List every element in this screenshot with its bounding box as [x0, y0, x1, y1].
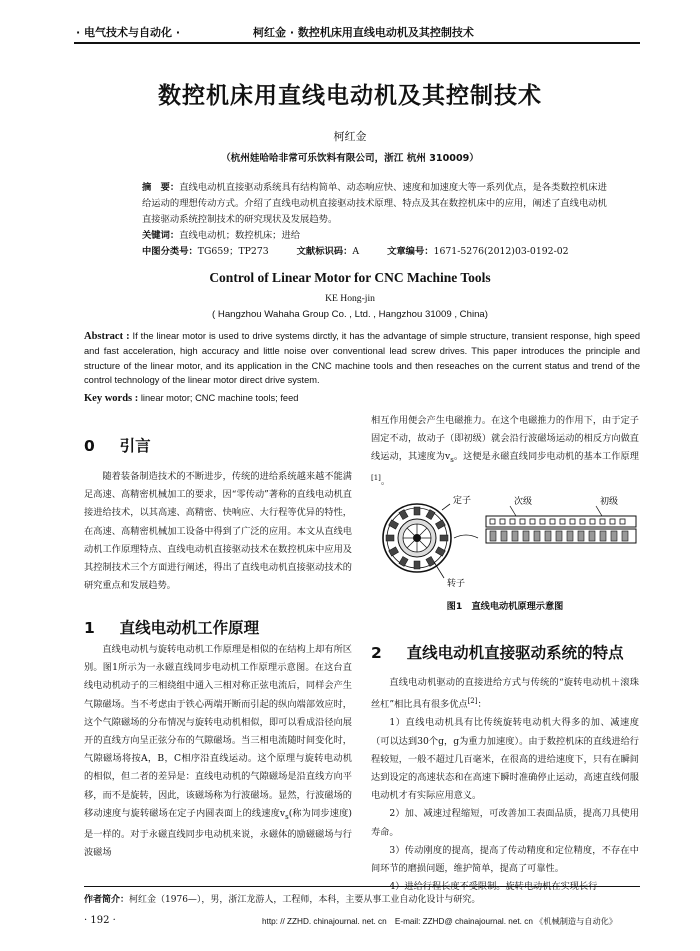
- rotary-motor-drawing: [383, 504, 451, 578]
- english-abstract-label: Abstract :: [84, 331, 130, 342]
- col2-continuation: [371, 412, 639, 492]
- paper-title: 数控机床用直线电动机及其控制技术: [158, 83, 542, 109]
- doc-code-label: 文献标识码：: [296, 246, 353, 257]
- author: 柯红金: [333, 130, 367, 143]
- doc-code: A: [352, 246, 360, 257]
- section-2-title: 直线电动机直接驱动系统的特点: [406, 644, 624, 662]
- section-0-title: 引言: [119, 437, 151, 455]
- section-0-heading: [84, 434, 151, 456]
- paragraph-end: ：: [477, 699, 487, 711]
- paragraph-mid: 。这便是永磁直线同步电动机的基本工作原理: [453, 451, 639, 463]
- author-bio-label: 作者简介：: [84, 895, 130, 905]
- clc-number: TG659；TP273: [197, 246, 269, 257]
- section-1-body: [84, 641, 352, 862]
- article-number-label: 文章编号：: [387, 246, 434, 257]
- figure-1-diagram: [370, 492, 640, 594]
- clc-label: 中图分类号：: [142, 246, 198, 257]
- page-number: · 192 ·: [84, 915, 116, 926]
- keywords-cn: 直线电动机；数控机床；进给: [179, 230, 301, 241]
- section-2-heading: [371, 641, 624, 663]
- keywords-cn-label: 关键词：: [142, 230, 180, 241]
- affiliation: （杭州娃哈哈非常可乐饮料有限公司，浙江 杭州 310009）: [221, 153, 479, 164]
- section-2-body: [371, 674, 639, 897]
- english-keywords-label: Key words :: [84, 393, 139, 404]
- label-primary: 初级: [600, 497, 619, 507]
- footer-url: http: // ZZHD. chinajournal. net. cn E-mail: ZZHD@ chainajournal. net. cn 《机械制造与自动化》: [262, 917, 618, 926]
- label-secondary: 次级: [514, 497, 533, 507]
- section-1-heading: [84, 616, 259, 638]
- paragraph: 直线电动机驱动的直接进给方式与传统的“旋转电动机＋滚珠丝杠”相比具有很多优点: [371, 677, 639, 711]
- abstract-cn-text: 直线电动机直接驱动系统具有结构简单、动态响应快、速度和加速度大等一系列优点，是各类数控机床进给运动的理想传动方式。介绍了直线电动机直接驱动技术原理、特点及其在数控机床中的应用，阐述了直线电动机直接驱动系统控制技术的研究现状及发展趋势。: [142, 182, 607, 225]
- paragraph-end: 。: [380, 476, 391, 488]
- abstract-cn-label: 摘 要：: [142, 182, 180, 193]
- journal-section: · 电气技术与自动化 ·: [76, 26, 181, 39]
- subscript: s: [285, 812, 289, 821]
- citation: [2]: [467, 697, 478, 706]
- header-rule: [74, 42, 640, 44]
- english-abstract-text: If the linear motor is used to drive systems dirctly, it has the advantage of simple structure, transient response, high speed and fast acceleration, high accuracy and little noise over conventional lead screw drives. This paper introduces the principle and structure of the linear motor, and its application in the CNC machine tools and then reseaches on the current status and trend of the control technology of the linear motor direct drive system.: [84, 331, 641, 385]
- paragraph-end: (称为同步速度)是一样的。对于永磁直线同步电动机来说，永磁体的励磁磁场与行波磁场: [84, 807, 352, 859]
- paragraph: 直线电动机与旋转电动机工作原理是相似的在结构上却有所区别。图1所示为一永磁直线同步电动机工作原理示意图。在这台直线电动机动子的三相绕组中通入三相对称正弦电流后，同样会产生气隙磁场。当不考虑由于铁心两端开断而引起的纵向端部效应时，这个气隙磁场的分布情况与旋转电动机相似，即可以看成沿径向展开的直线方向呈正弦分布的气隙磁场。当三相电流随时间变化时，气隙磁场将按A，B，C相序沿直线运动。这个原理与旋转电动机的相似，但二者的差异是：直线电动机的气隙磁场是沿直线方向平移，而不是旋转，因此，该磁场称为行波磁场。显然，行波磁场的移动速度与旋转磁场在定子内圆表面上的线速度v: [84, 644, 352, 819]
- subscript: s: [450, 456, 454, 465]
- footnote-rule: [84, 886, 640, 887]
- unroll-arrow: [454, 535, 478, 538]
- citation: [1]: [371, 474, 381, 483]
- english-abstract: [84, 329, 640, 387]
- list-item: 2）加、减速过程缩短，可改善加工表面品质，提高刀具使用寿命。: [371, 808, 639, 838]
- section-0-number: 0: [84, 437, 95, 455]
- author-bio-text: 柯红金（1976—），男，浙江龙游人，工程师，本科，主要从事工业自动化设计与研究。: [129, 895, 481, 905]
- section-2-number: 2: [371, 644, 382, 662]
- list-item: 3）传动刚度的提高，提高了传动精度和定位精度，不存在中间环节的磨损问题，维护简单，提高了可靠性。: [371, 844, 639, 875]
- paragraph: 随着装备制造技术的不断进步，传统的进给系统越来越不能满足高速、高精密机械加工的要求，因“零传动”著称的直线电动机直接进给技术，以其高速、高精密、快响应、大行程等优异的特性，在高速、高精密机械加工设备中得到了广泛的应用。本文从直线电动机工作原理特点、直线电动机直接驱动技术在数控机床中应用及其控制技术三个方面进行阐述，得出了直线电动机直接驱动技术的研究重点和发展趋势。: [84, 471, 352, 592]
- english-affiliation: ( Hangzhou Wahaha Group Co. , Ltd. , Hangzhou 31009 , China): [212, 309, 488, 320]
- label-rotor: 转子: [447, 579, 466, 589]
- figure-1-caption: 图1 直线电动机原理示意图: [446, 601, 564, 612]
- abstract-cn: [142, 180, 612, 260]
- label-stator: 定子: [453, 496, 472, 506]
- english-keywords-text: linear motor; CNC machine tools; feed: [140, 393, 299, 403]
- author-bio: [84, 892, 480, 905]
- english-title: Control of Linear Motor for CNC Machine Tools: [209, 270, 491, 285]
- section-1-number: 1: [84, 619, 95, 637]
- article-number: 1671-5276(2012)03-0192-02: [433, 246, 569, 257]
- english-author: KE Hong-jin: [325, 293, 375, 304]
- running-title: 柯红金 · 数控机床用直线电动机及其控制技术: [253, 26, 474, 39]
- section-1-title: 直线电动机工作原理: [119, 619, 260, 637]
- english-keywords: [84, 391, 640, 406]
- list-item: 1）直线电动机具有比传统旋转电动机大得多的加、减速度（可以达到30个g，g为重力加速度）。由于数控机床的直线进给行程较短，一般不超过几百毫米，在很高的进给速度下，只有在瞬间达到设定的高速状态和在高速下瞬时准确停止运动，高速直线伺服电动机才有实际应用意义。: [371, 717, 639, 802]
- section-0-body: [84, 468, 352, 595]
- paragraph: 相互作用便会产生电磁推力。在这个电磁推力的作用下，由于定子固定不动，故动子（即初级）就会沿行波磁场运动的相反方向做直线运动，其速度为v: [371, 415, 639, 463]
- linear-motor-drawing: [486, 506, 636, 543]
